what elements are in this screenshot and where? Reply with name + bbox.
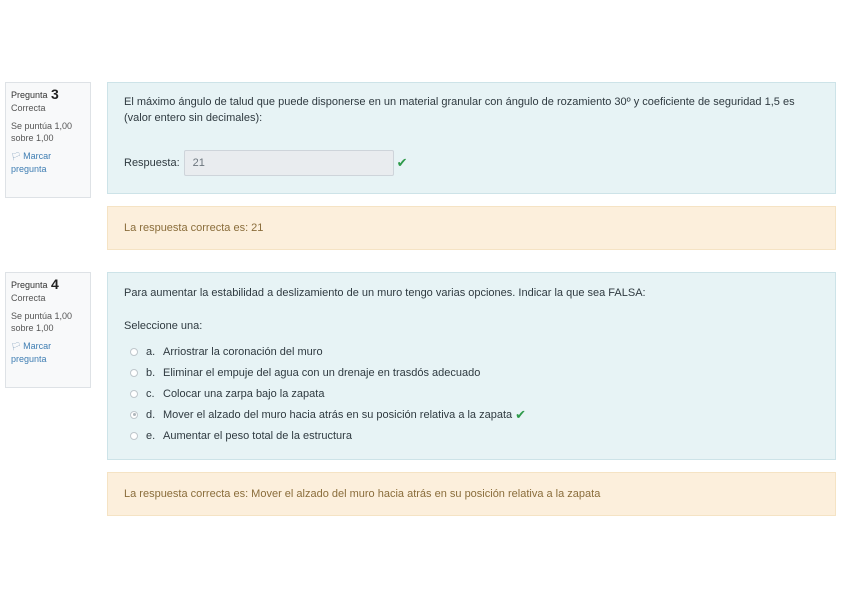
- question-4-number: [11, 278, 86, 291]
- question-4-formulation: [107, 272, 836, 460]
- radio-button[interactable]: [130, 432, 138, 440]
- question-4-prompt: Seleccione una:: [124, 320, 203, 332]
- option-text: Aumentar el peso total de la estructura: [163, 429, 352, 442]
- option-a[interactable]: [130, 341, 526, 362]
- flag-label: Marcar pregunta: [11, 341, 52, 364]
- question-4-text: Para aumentar la estabilidad a deslizamiento de un muro tengo varias opciones. Indicar la que sea FALSA:: [124, 287, 646, 299]
- question-3-grade: Se puntúa 1,00 sobre 1,00: [11, 121, 73, 143]
- question-4-state: Correcta: [11, 293, 46, 303]
- flag-question-3-link[interactable]: [11, 150, 86, 175]
- radio-button[interactable]: [130, 369, 138, 377]
- question-number: 3: [51, 86, 59, 102]
- option-e[interactable]: [130, 425, 526, 446]
- radio-button[interactable]: [130, 390, 138, 398]
- question-3-formulation: [107, 82, 836, 194]
- answer-options: [130, 341, 526, 446]
- correct-answer-text: La respuesta correcta es: Mover el alzado del muro hacia atrás en su posición relativa a la zapata: [124, 488, 601, 500]
- option-letter: d.: [146, 408, 156, 421]
- question-3-feedback: [107, 206, 836, 250]
- option-c[interactable]: [130, 383, 526, 404]
- option-text: Arriostrar la coronación del muro: [163, 345, 323, 358]
- radio-button-selected[interactable]: [130, 411, 138, 419]
- question-label: Pregunta: [11, 90, 48, 100]
- question-label: Pregunta: [11, 280, 48, 290]
- question-3-text: El máximo ángulo de talud que puede disponerse en un material granular con ángulo de rozamiento 30º y coeficiente de seguridad 1,5 es (valor entero sin decimales):: [124, 96, 795, 124]
- option-b[interactable]: [130, 362, 526, 383]
- question-4-feedback: [107, 472, 836, 516]
- question-4-info: [5, 272, 91, 388]
- question-3-state: Correcta: [11, 103, 46, 113]
- check-icon: ✔: [515, 406, 527, 422]
- option-letter: c.: [146, 387, 155, 400]
- option-text: Eliminar el empuje del agua con un drenaje en trasdós adecuado: [163, 366, 481, 379]
- radio-button[interactable]: [130, 348, 138, 356]
- option-text: Colocar una zarpa bajo la zapata: [163, 387, 325, 400]
- correct-answer-text: La respuesta correcta es: 21: [124, 222, 264, 234]
- option-letter: a.: [146, 345, 156, 358]
- flag-icon: 🏳: [11, 342, 22, 351]
- question-number: 4: [51, 276, 59, 292]
- answer-label: Respuesta:: [124, 157, 180, 169]
- question-3-info: [5, 82, 91, 198]
- flag-label: Marcar pregunta: [11, 151, 52, 174]
- option-d[interactable]: [130, 404, 526, 425]
- answer-input[interactable]: 21: [184, 150, 394, 176]
- flag-icon: 🏳: [11, 152, 22, 161]
- option-letter: b.: [146, 366, 156, 379]
- flag-question-4-link[interactable]: [11, 340, 86, 365]
- check-icon: ✔: [396, 155, 408, 170]
- question-3-number: [11, 88, 86, 101]
- option-text: Mover el alzado del muro hacia atrás en su posición relativa a la zapata: [163, 408, 513, 421]
- question-4-grade: Se puntúa 1,00 sobre 1,00: [11, 311, 73, 333]
- question-3-answer-row: [124, 150, 408, 176]
- option-letter: e.: [146, 429, 156, 442]
